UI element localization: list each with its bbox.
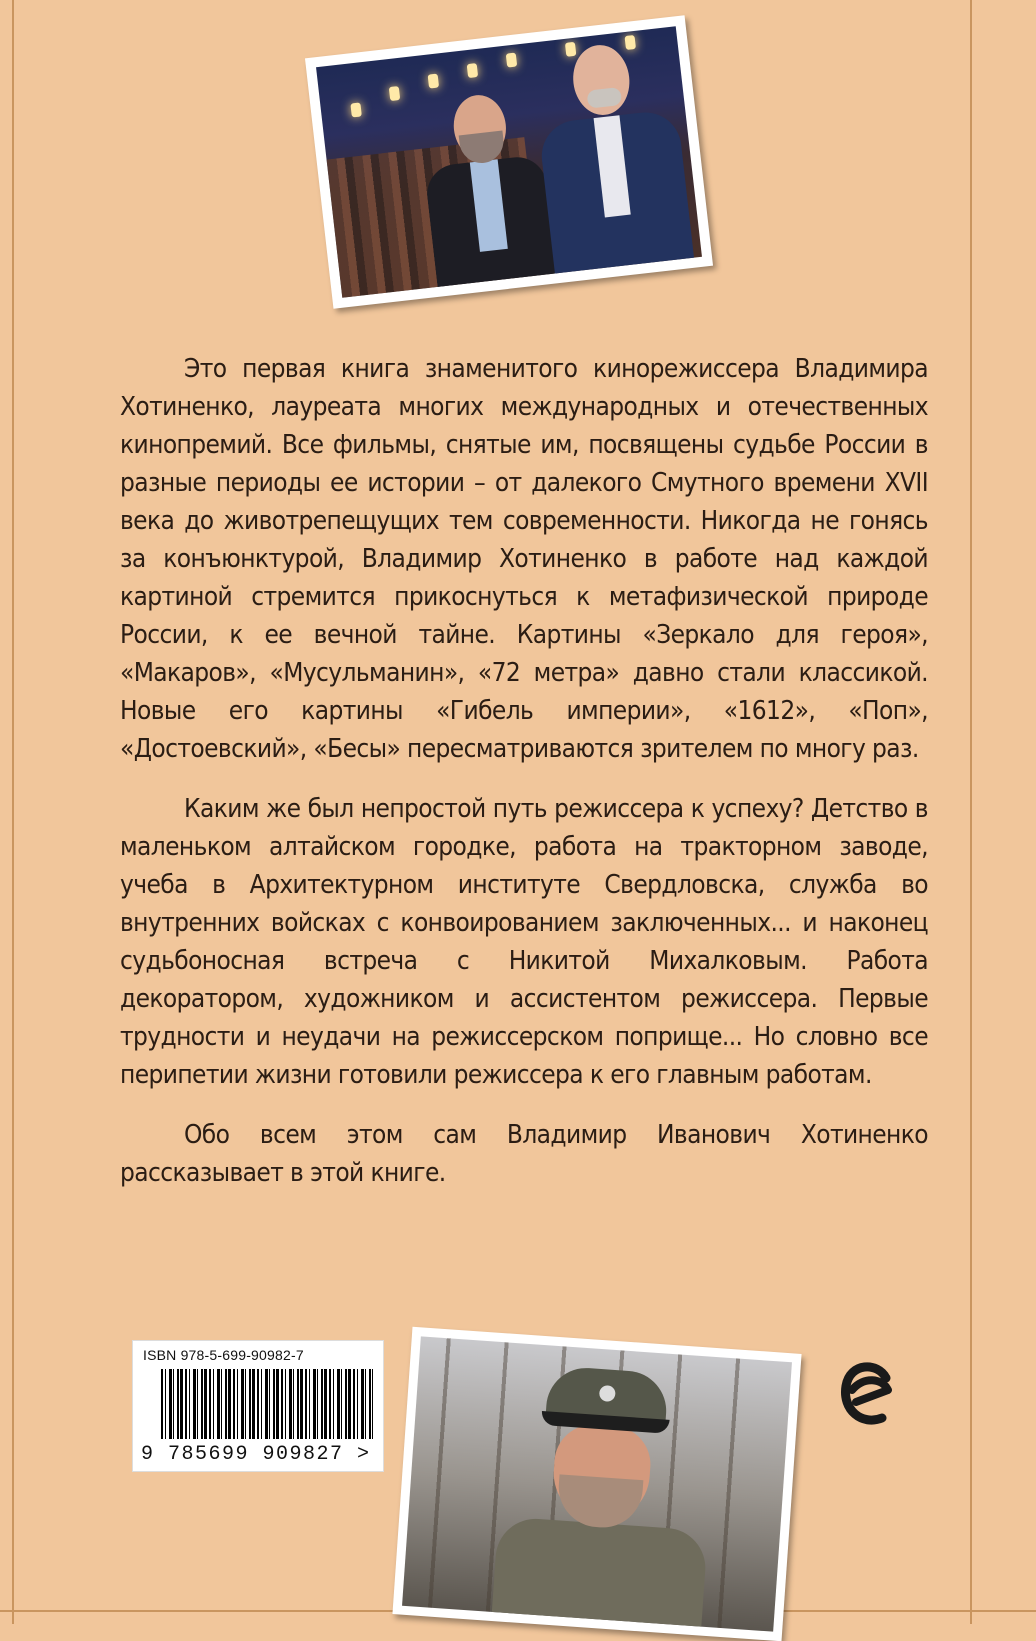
isbn-label: ISBN 978-5-699-90982-7 [143,1347,304,1363]
description-paragraph-3: Обо всем этом сам Владимир Иванович Хотиненко рассказывает в этой книге. [120,1120,928,1188]
publisher-logo-icon [838,1356,898,1436]
photo-officer-in-uniform [392,1327,801,1641]
cover-edge-left [12,0,14,1624]
isbn-barcode [132,1340,384,1472]
description-paragraph-2: Каким же был непростой путь режиссера к успеху? Детство в маленьком алтайском городке, работа на тракторном заводе, учеба в Архитектурном институте Свердловска, служба во внутренних войсках с конвоированием заключенных... и наконец судьбоносная встреча с Никитой Михалковым. Работа декоратором, художником и ассистентом режиссера. Первые трудности и неудачи на режиссерском поприще... Но словно все перипетии жизни готовили режиссера к его главным работам. [120,794,928,1090]
description-paragraph-1: Это первая книга знаменитого кинорежиссера Владимира Хотиненко, лауреата многих международных и отечественных кинопремий. Все фильмы, снятые им, посвящены судьбе России в разные периоды ее истории – от далекого Смутного времени XVII века до животрепещущих тем современности. Никогда не гонясь за конъюнктурой, Владимир Хотиненко в работе над каждой картиной стремится прикоснуться к метафизической природе России, к ее вечной тайне. Картины «Зеркало для героя», «Макаров», «Мусульманин», «72 метра» давно стали классикой. Новые его картины «Гибель империи», «1612», «Поп», «Достоевский», «Бесы» пересматриваются зрителем по многу раз. [120,354,928,764]
cover-edge-right [970,0,972,1624]
barcode-bars [161,1369,373,1439]
photo-two-men-at-event [305,15,713,309]
book-description [120,350,928,1214]
barcode-digits: 9 785699 909827 > [141,1443,371,1466]
